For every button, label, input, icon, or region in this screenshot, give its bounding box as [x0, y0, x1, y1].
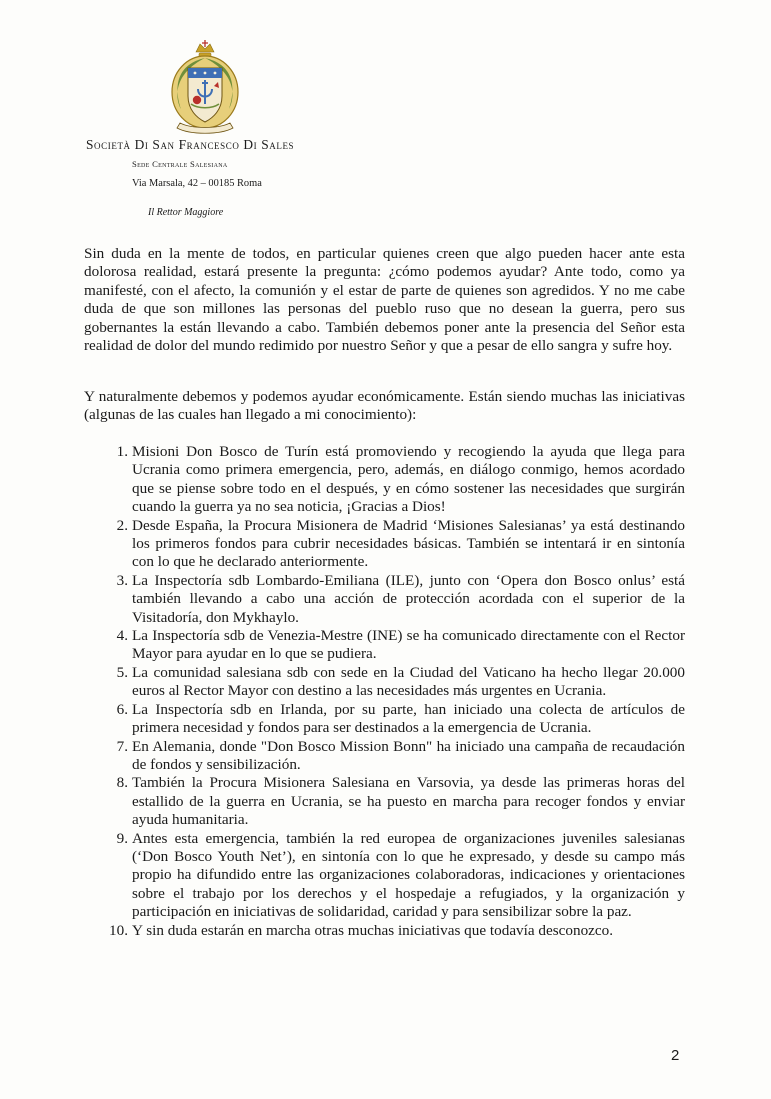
list-item: [84, 922, 685, 940]
list-item-number: 3.: [116, 571, 128, 589]
list-item-text: Antes esta emergencia, también la red europea de organizaciones juveniles salesianas (‘Don Bosco Youth Net’), en sintonía con lo que he expresado, y desde su campo más propio ha difundido entre las organizaciones colaboradoras, indicaciones y orientaciones sobre el trabajo por los derechos y el hospedaje a refugiados, y la organización y participación en iniciativas de solidaridad, caridad y para sensibilizar sobre la paz.: [132, 829, 685, 921]
organization-address: Via Marsala, 42 – 00185 Roma: [132, 178, 262, 189]
list-item-number: 5.: [116, 663, 128, 681]
list-item-text: La comunidad salesiana sdb con sede en la Ciudad del Vaticano ha hecho llegar 20.000 euros al Rector Mayor con destino a las necesidades más urgentes en Ucrania.: [132, 663, 685, 700]
organization-name: Società Di San Francesco Di Sales: [86, 137, 295, 152]
list-item-number: 8.: [116, 774, 128, 792]
list-item-text: La Inspectoría sdb de Venezia-Mestre (INE) se ha comunicado directamente con el Rector Mayor para ayudar en lo que se pudiera.: [132, 627, 685, 663]
list-item: [84, 830, 685, 922]
list-item-text: La Inspectoría sdb Lombardo-Emiliana (ILE), junto con ‘Opera don Bosco onlus’ está también llevando a cabo una acción de protección acordada con el superior de la Visitadoría, don Mykhaylo.: [132, 571, 685, 626]
list-item: [84, 774, 685, 829]
list-item-number: 7.: [116, 737, 128, 755]
list-item-number: 1.: [116, 443, 128, 460]
list-item: [84, 738, 685, 775]
list-item-text: Misioni Don Bosco de Turín está promoviendo y recogiendo la ayuda que llega para Ucrania como primera emergencia, pero, además, en diálogo conmigo, hemos acordado que se piense sobre todo en el después, y en cómo sostener las necesidades que surgirán cuando la guerra ya no sea noticia, ¡Gracias a Dios!: [132, 443, 685, 516]
office-title: Il Rettor Maggiore: [148, 207, 224, 218]
initiatives-list: [84, 443, 685, 940]
list-item: [84, 701, 685, 738]
organization-subtitle: Sede Centrale Salesiana: [132, 159, 228, 169]
list-item: [84, 664, 685, 701]
list-item: [84, 572, 685, 627]
page-number: 2: [671, 1047, 680, 1064]
list-item: [84, 443, 685, 517]
seal-icon: [160, 38, 250, 142]
list-item-text: También la Procura Misionera Salesiana en Varsovia, ya desde las primeras horas del estallido de la guerra en Ucrania, se ha puesto en marcha para recoger fondos y enviar ayuda humanitaria.: [132, 774, 685, 829]
list-item-number: 2.: [116, 516, 128, 534]
list-item-number: 9.: [116, 829, 128, 847]
list-item-number: 4.: [116, 627, 128, 645]
list-item-text: La Inspectoría sdb en Irlanda, por su parte, han iniciado una colecta de artículos de primera necesidad y fondos para ser destinados a la emergencia de Ucrania.: [132, 700, 685, 737]
list-item-number: 10.: [109, 921, 128, 939]
list-item-text: En Alemania, donde "Don Bosco Mission Bonn" ha iniciado una campaña de recaudación de fondos y sensibilización.: [132, 737, 685, 773]
list-item-number: 6.: [116, 700, 128, 718]
list-item: [84, 517, 685, 572]
list-item-text: Desde España, la Procura Misionera de Madrid ‘Misiones Salesianas’ ya está destinando los primeros fondos para cubrir necesidades básicas. También se intentará ir en sintonía con lo que he declarado anteriormente.: [132, 516, 685, 571]
intro-paragraph: Sin duda en la mente de todos, en particular quienes creen que algo pueden hacer ante esta dolorosa realidad, estará presente la pregunta: ¿cómo podemos ayudar? Ante todo, como ya manifesté, con el afecto, la comunión y el estar de parte de quienes son agredidos. Y no me cabe duda de que son millones las personas del pueblo ruso que no desean la guerra, pero sus gobernantes la están llevando a cabo. También debemos poner ante la presencia del Señor esta realidad de dolor del mundo redimido por nuestro Señor y que a pesar de ello sangra y sufre hoy.: [84, 245, 685, 355]
list-item: [84, 627, 685, 664]
list-item-text: Y sin duda estarán en marcha otras muchas iniciativas que todavía desconozco.: [132, 921, 614, 939]
help-paragraph: Y naturalmente debemos y podemos ayudar económicamente. Están siendo muchas las iniciativas (algunas de las cuales han llegado a mi conocimiento):: [84, 388, 685, 424]
